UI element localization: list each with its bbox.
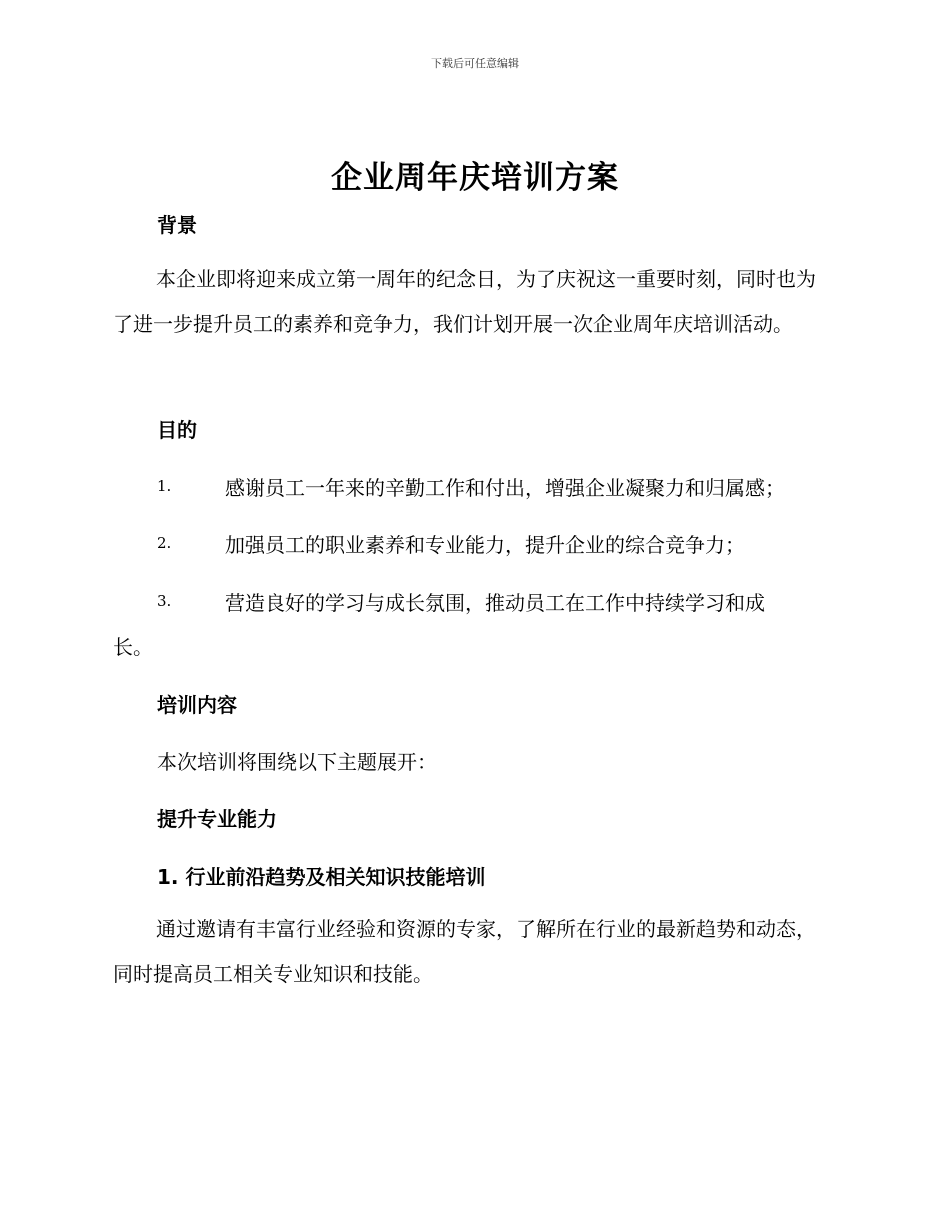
- paragraph-topic: 通过邀请有丰富行业经验和资源的专家，了解所在行业的最新趋势和动态，同时提高员工相关专业知识和技能。: [113, 917, 816, 986]
- heading-background: 背景: [157, 213, 197, 237]
- document-title: 企业周年庆培训方案: [331, 160, 619, 196]
- heading-purpose: 目的: [157, 418, 197, 442]
- list-number: 1.: [157, 477, 172, 495]
- list-text: 感谢员工一年来的辛勤工作和付出，增强企业凝聚力和归属感；: [225, 476, 785, 500]
- training-intro: 本次培训将围绕以下主题展开：: [157, 750, 437, 774]
- heading-training-content: 培训内容: [157, 693, 237, 717]
- paragraph-background: 本企业即将迎来成立第一周年的纪念日，为了庆祝这一重要时刻，同时也为了进一步提升员工的素养和竞争力，我们计划开展一次企业周年庆培训活动。: [113, 267, 816, 336]
- list-text: 营造良好的学习与成长氛围，推动员工在工作中持续学习和成: [225, 591, 765, 615]
- topic-heading: 1. 行业前沿趋势及相关知识技能培训: [157, 865, 486, 889]
- header-note: 下载后可任意编辑: [431, 57, 519, 70]
- subheading-professional: 提升专业能力: [157, 807, 277, 831]
- list-number: 2.: [157, 534, 172, 552]
- list-number: 3.: [157, 592, 172, 610]
- list-text: 加强员工的职业素养和专业能力，提升企业的综合竞争力；: [225, 533, 745, 557]
- list-item-continuation: 长。: [113, 635, 153, 659]
